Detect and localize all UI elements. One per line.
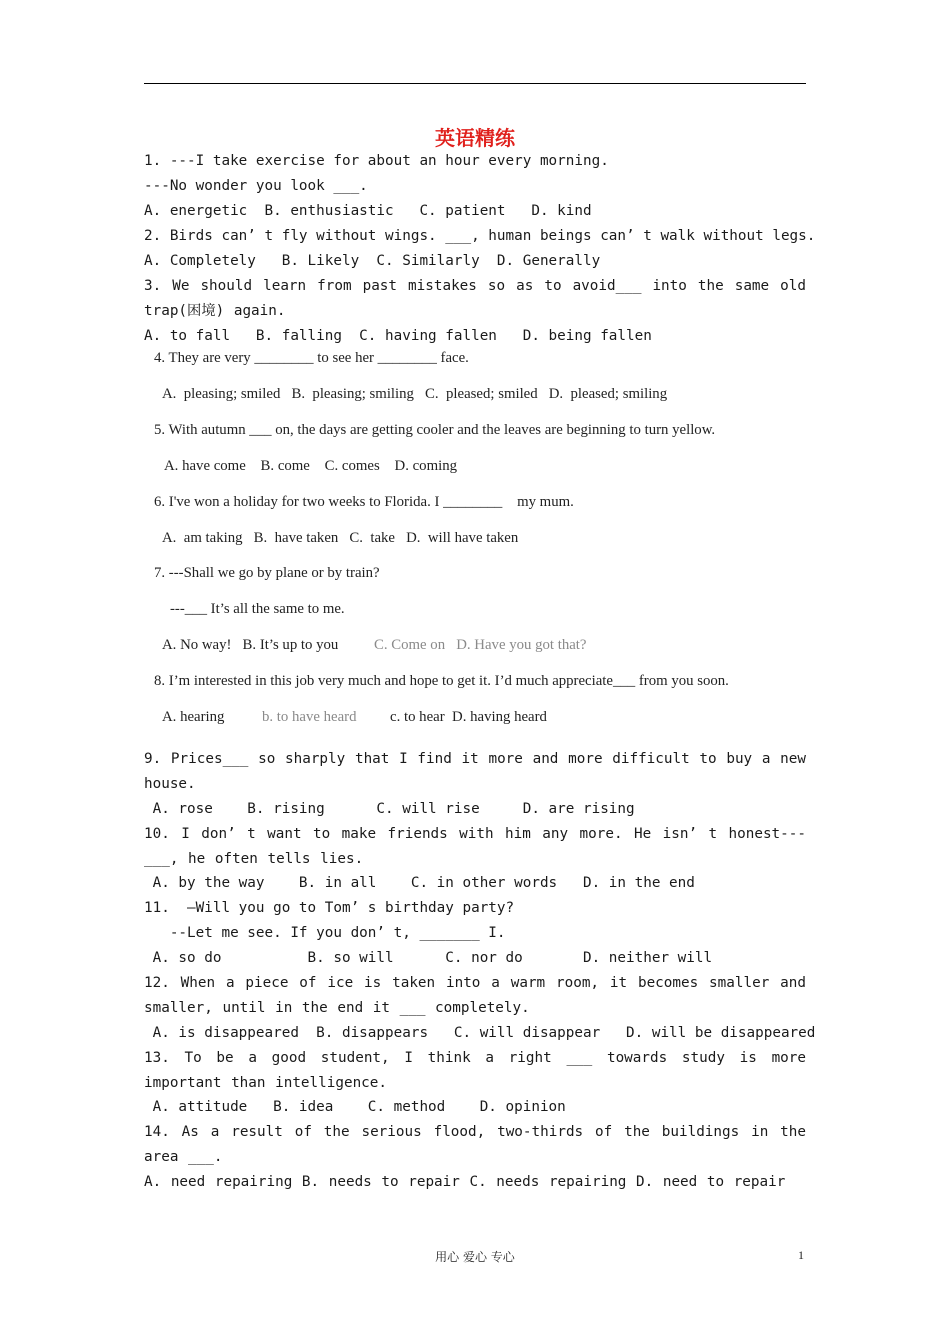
q4-options: A. pleasing; smiled B. pleasing; smiling C. pleased; smiled D. pleased; smiling [162,386,668,402]
q9-stem: 9. Prices___ so sharply that I find it more and more difficult to buy a new house. [144,751,806,792]
q14-stem: 14. As a result of the serious flood, two-thirds of the buildings in the area ___. [144,1124,806,1165]
q8-option-b: b. to have heard [262,709,357,725]
q1-line1: 1. ---I take exercise for about an hour every morning. [144,153,609,169]
q7-reply: ---___ It’s all the same to me. [170,601,345,617]
q5-stem: 5. With autumn ___ on, the days are getting cooler and the leaves are beginning to turn yellow. [154,422,716,438]
q3-stem: 3. We should learn from past mistakes so as to avoid___ into the same old trap(困境) again. [144,278,806,319]
q7-options-b: C. Come on D. Have you got that? [374,637,587,653]
q11-stem: 11. –Will you go to Tom’ s birthday party? [144,900,515,916]
q1-line2: ---No wonder you look ___. [144,178,368,194]
page-title: 英语精练 [435,126,515,150]
q1-options: A. energetic B. enthusiastic C. patient D. kind [144,203,592,219]
q14-options: A. need repairing B. needs to repair C. needs repairing D. need to repair [144,1174,786,1190]
q12-stem: 12. When a piece of ice is taken into a warm room, it becomes smaller and smaller, until in the end it ___ completely. [144,975,806,1016]
q8-option-a: A. hearing [162,709,225,725]
q13-stem: 13. To be a good student, I think a right ___ towards study is more important than intelligence. [144,1050,806,1091]
q2-options: A. Completely B. Likely C. Similarly D. Generally [144,253,601,269]
q8-stem: 8. I’m interested in this job very much and hope to get it. I’d much appreciate___ from you soon. [154,673,729,689]
q13-options: A. attitude B. idea C. method D. opinion [144,1099,566,1115]
q12-options: A. is disappeared B. disappears C. will disappear D. will be disappeared [144,1025,816,1041]
q5-options: A. have come B. come C. comes D. coming [164,458,457,474]
q8-options-cd: c. to hear D. having heard [390,709,547,725]
q11-options: A. so do B. so will C. nor do D. neither will [144,950,713,966]
q6-stem: 6. I've won a holiday for two weeks to Florida. I ________ my mum. [154,494,574,510]
q10-options: A. by the way B. in all C. in other words D. in the end [144,875,695,891]
q2-stem: 2. Birds can’ t fly without wings. ___, human beings can’ t walk without legs. [144,228,816,244]
q3-options: A. to fall B. falling C. having fallen D. being fallen [144,328,652,344]
header-rule [144,83,806,84]
q9-options: A. rose B. rising C. will rise D. are rising [144,801,635,817]
page-footer: 用心 爱心 专心 [435,1250,515,1264]
q4-stem: 4. They are very ________ to see her ________ face. [154,350,469,366]
q7-options-a: A. No way! B. It’s up to you [162,637,339,653]
q6-options: A. am taking B. have taken C. take D. will have taken [162,530,519,546]
q11-reply: --Let me see. If you don’ t, _______ I. [144,925,506,941]
page-number: 1 [798,1248,804,1262]
q10-stem: 10. I don’ t want to make friends with him any more. He isn’ t honest---___, he often tells lies. [144,826,806,867]
q7-stem: 7. ---Shall we go by plane or by train? [154,565,380,581]
